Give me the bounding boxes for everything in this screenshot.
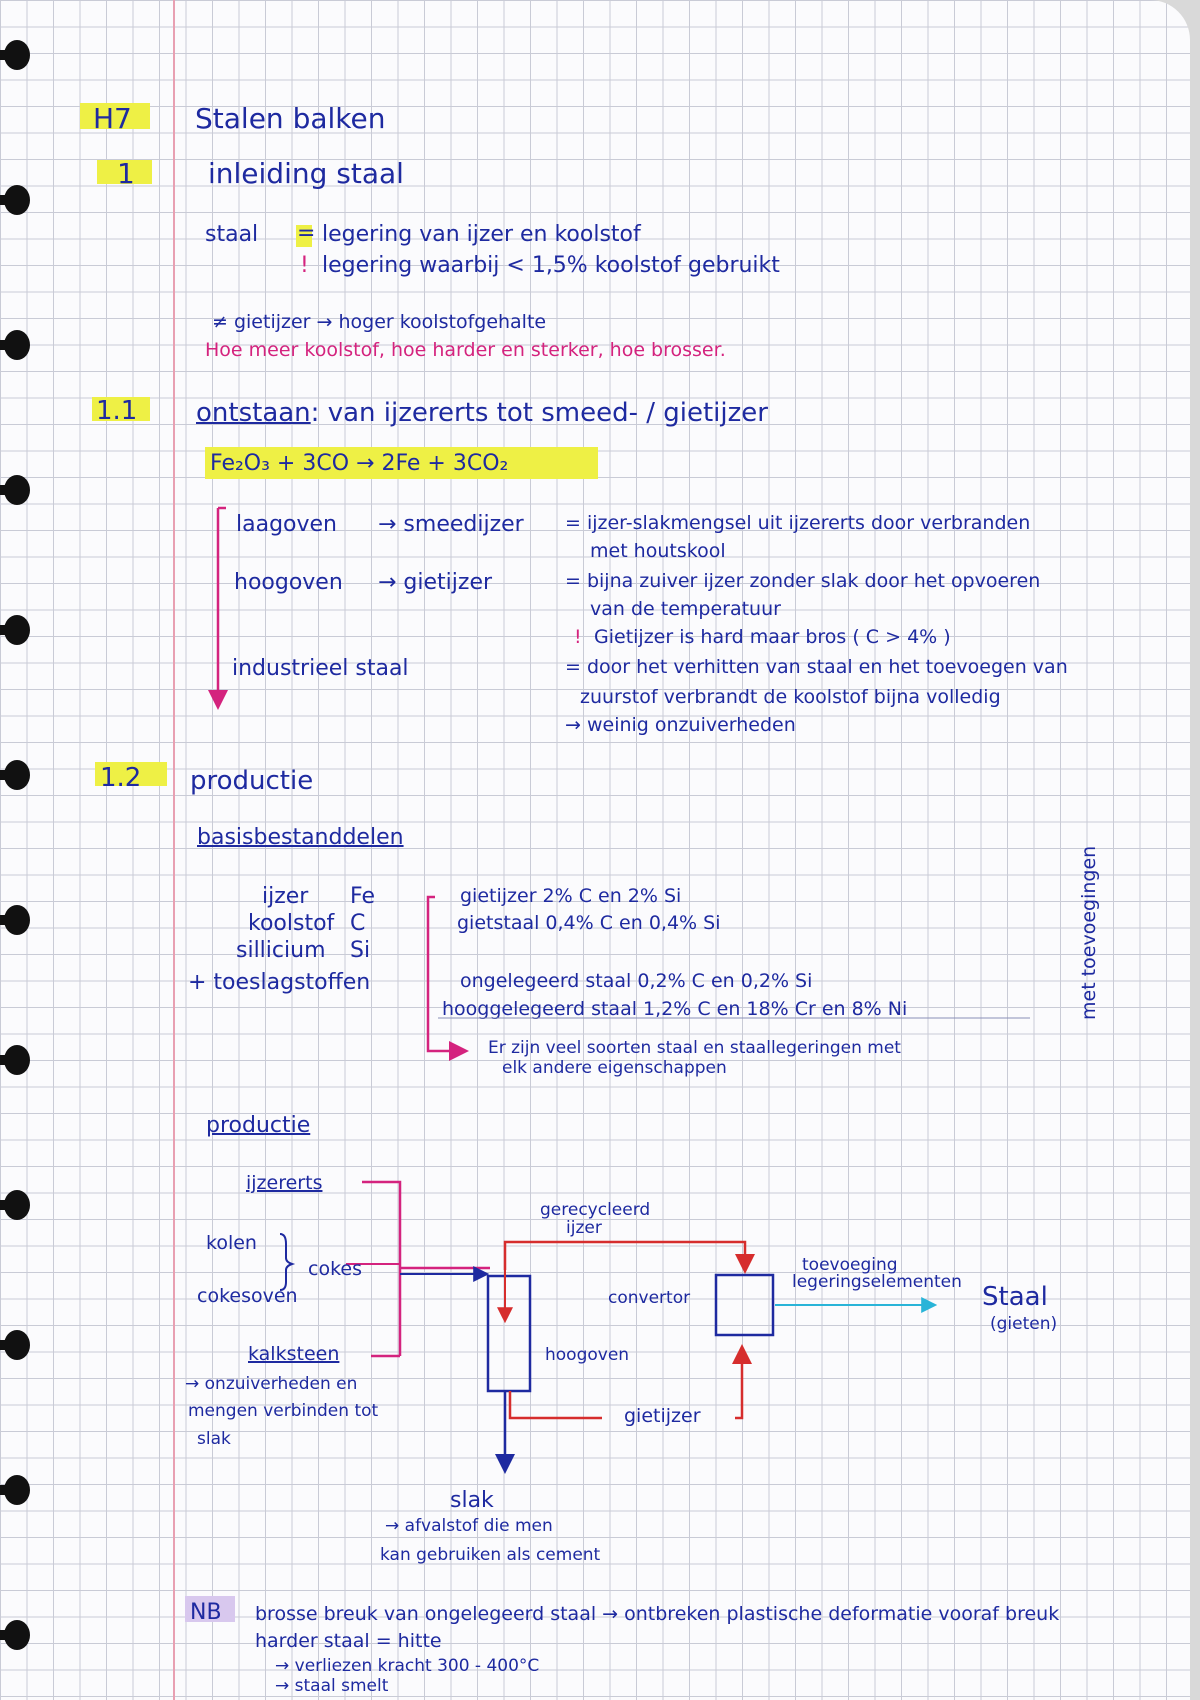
section-title: ontstaan (196, 398, 311, 428)
row-description: zuurstof verbrandt de koolstof bijna volledig (580, 686, 1001, 708)
chemical-reaction: Fe₂O₃ + 3CO → 2Fe + 3CO₂ (210, 451, 509, 476)
diagram-label-convertor: convertor (608, 1288, 691, 1308)
section-number: 1.2 (100, 763, 142, 793)
definition-line: legering van ijzer en koolstof (322, 222, 641, 247)
composition-note: Er zijn veel soorten staal en staallegeringen met (488, 1038, 901, 1058)
additives-label: + toeslagstoffen (188, 970, 371, 995)
diagram-label-staal: Staal (982, 1282, 1048, 1312)
element-name: ijzer (262, 884, 309, 909)
diagram-label-toevoeging: legeringselementen (792, 1272, 962, 1292)
row-description: → weinig onzuiverheden (565, 714, 796, 736)
binder-hole (0, 615, 32, 645)
warning-mark: ! (300, 253, 309, 278)
diagram-label-kalksteen: kalksteen (248, 1343, 340, 1365)
diagram-label-ijzererts: ijzererts (246, 1172, 323, 1194)
element-name: koolstof (248, 911, 335, 936)
nb-line: → verliezen kracht 300 - 400°C (275, 1656, 540, 1676)
row-description: = bijna zuiver ijzer zonder slak door het opvoeren (565, 570, 1041, 592)
definition-term: staal (205, 222, 259, 247)
page-title: Stalen balken (195, 102, 386, 135)
row-description: = door het verhitten van staal en het toevoegen van (565, 656, 1068, 678)
diagram-label-gietijzer: gietijzer (624, 1405, 701, 1427)
diagram-label-recycled: gerecycleerd (540, 1200, 651, 1220)
subsection-title: basisbestanddelen (197, 825, 404, 850)
section-number: 1 (117, 157, 135, 190)
element-symbol: C (350, 911, 366, 936)
binder-hole (0, 1620, 32, 1650)
composition-note: elk andere eigenschappen (502, 1058, 727, 1078)
diagram-note: mengen verbinden tot (188, 1401, 379, 1421)
binder-hole (0, 40, 32, 70)
row-result: → gietijzer (378, 570, 493, 595)
diagram-label-recycled: ijzer (566, 1218, 602, 1238)
diagram-note: slak (197, 1429, 231, 1449)
binder-hole (0, 330, 32, 360)
binder-hole (0, 1330, 32, 1360)
row-label: industrieel staal (232, 656, 409, 681)
composition-line: ongelegeerd staal 0,2% C en 0,2% Si (460, 970, 813, 992)
subsection-title: productie (206, 1113, 311, 1138)
row-description: van de temperatuur (590, 598, 781, 620)
section-title: productie (190, 766, 314, 796)
diagram-label-gieten: (gieten) (990, 1314, 1058, 1334)
binder-hole (0, 760, 32, 790)
diagram-label-cokes: cokes (308, 1258, 362, 1280)
chapter-number: H7 (93, 102, 132, 135)
section-title: inleiding staal (208, 157, 404, 190)
warning-mark: ! (574, 626, 582, 648)
binder-hole (0, 1475, 32, 1505)
binder-hole (0, 1190, 32, 1220)
definition-line: legering waarbij < 1,5% koolstof gebruikt (322, 253, 780, 278)
nb-line: → staal smelt (275, 1676, 389, 1696)
margin-line (173, 0, 175, 1700)
comparison-note: ≠ gietijzer → hoger koolstofgehalte (212, 311, 547, 333)
side-note: met toevoegingen (1078, 845, 1100, 1020)
binder-hole (0, 185, 32, 215)
definition-equals: = (297, 221, 316, 246)
diagram-label-kolen: kolen (206, 1232, 257, 1254)
diagram-note: kan gebruiken als cement (380, 1545, 601, 1565)
diagram-label-slak: slak (450, 1488, 494, 1513)
row-description: met houtskool (590, 540, 726, 562)
nb-label: NB (190, 1600, 222, 1625)
row-description: = ijzer-slakmengsel uit ijzererts door verbranden (565, 512, 1031, 534)
binder-hole (0, 475, 32, 505)
element-symbol: Si (350, 938, 371, 963)
diagram-note: → afvalstof die men (385, 1516, 553, 1536)
row-result: → smeedijzer (378, 512, 524, 537)
binder-hole (0, 1045, 32, 1075)
section-number: 1.1 (96, 396, 138, 426)
composition-line: gietstaal 0,4% C en 0,4% Si (457, 912, 721, 934)
diagram-label-toevoeging: toevoeging (802, 1255, 898, 1275)
row-label: laagoven (236, 512, 337, 537)
diagram-note: → onzuiverheden en (185, 1374, 358, 1394)
composition-line: gietijzer 2% C en 2% Si (460, 885, 682, 907)
nb-line: brosse breuk van ongelegeerd staal → ontbreken plastische deformatie vooraf breuk (255, 1603, 1060, 1625)
row-label: hoogoven (234, 570, 343, 595)
element-name: sillicium (236, 938, 326, 963)
element-symbol: Fe (350, 884, 375, 909)
diagram-label-hoogoven: hoogoven (545, 1345, 630, 1365)
nb-line: harder staal = hitte (255, 1630, 442, 1652)
composition-line: hooggelegeerd staal 1,2% C en 18% Cr en 8% Ni (442, 998, 908, 1020)
row-description: Gietijzer is hard maar bros ( C > 4% ) (594, 626, 951, 648)
binder-hole (0, 905, 32, 935)
pink-note: Hoe meer koolstof, hoe harder en sterker, hoe brosser. (205, 339, 726, 361)
diagram-label-cokesoven: cokesoven (197, 1285, 298, 1307)
section-subtitle: : van ijzererts tot smeed- / gietijzer (310, 398, 768, 428)
